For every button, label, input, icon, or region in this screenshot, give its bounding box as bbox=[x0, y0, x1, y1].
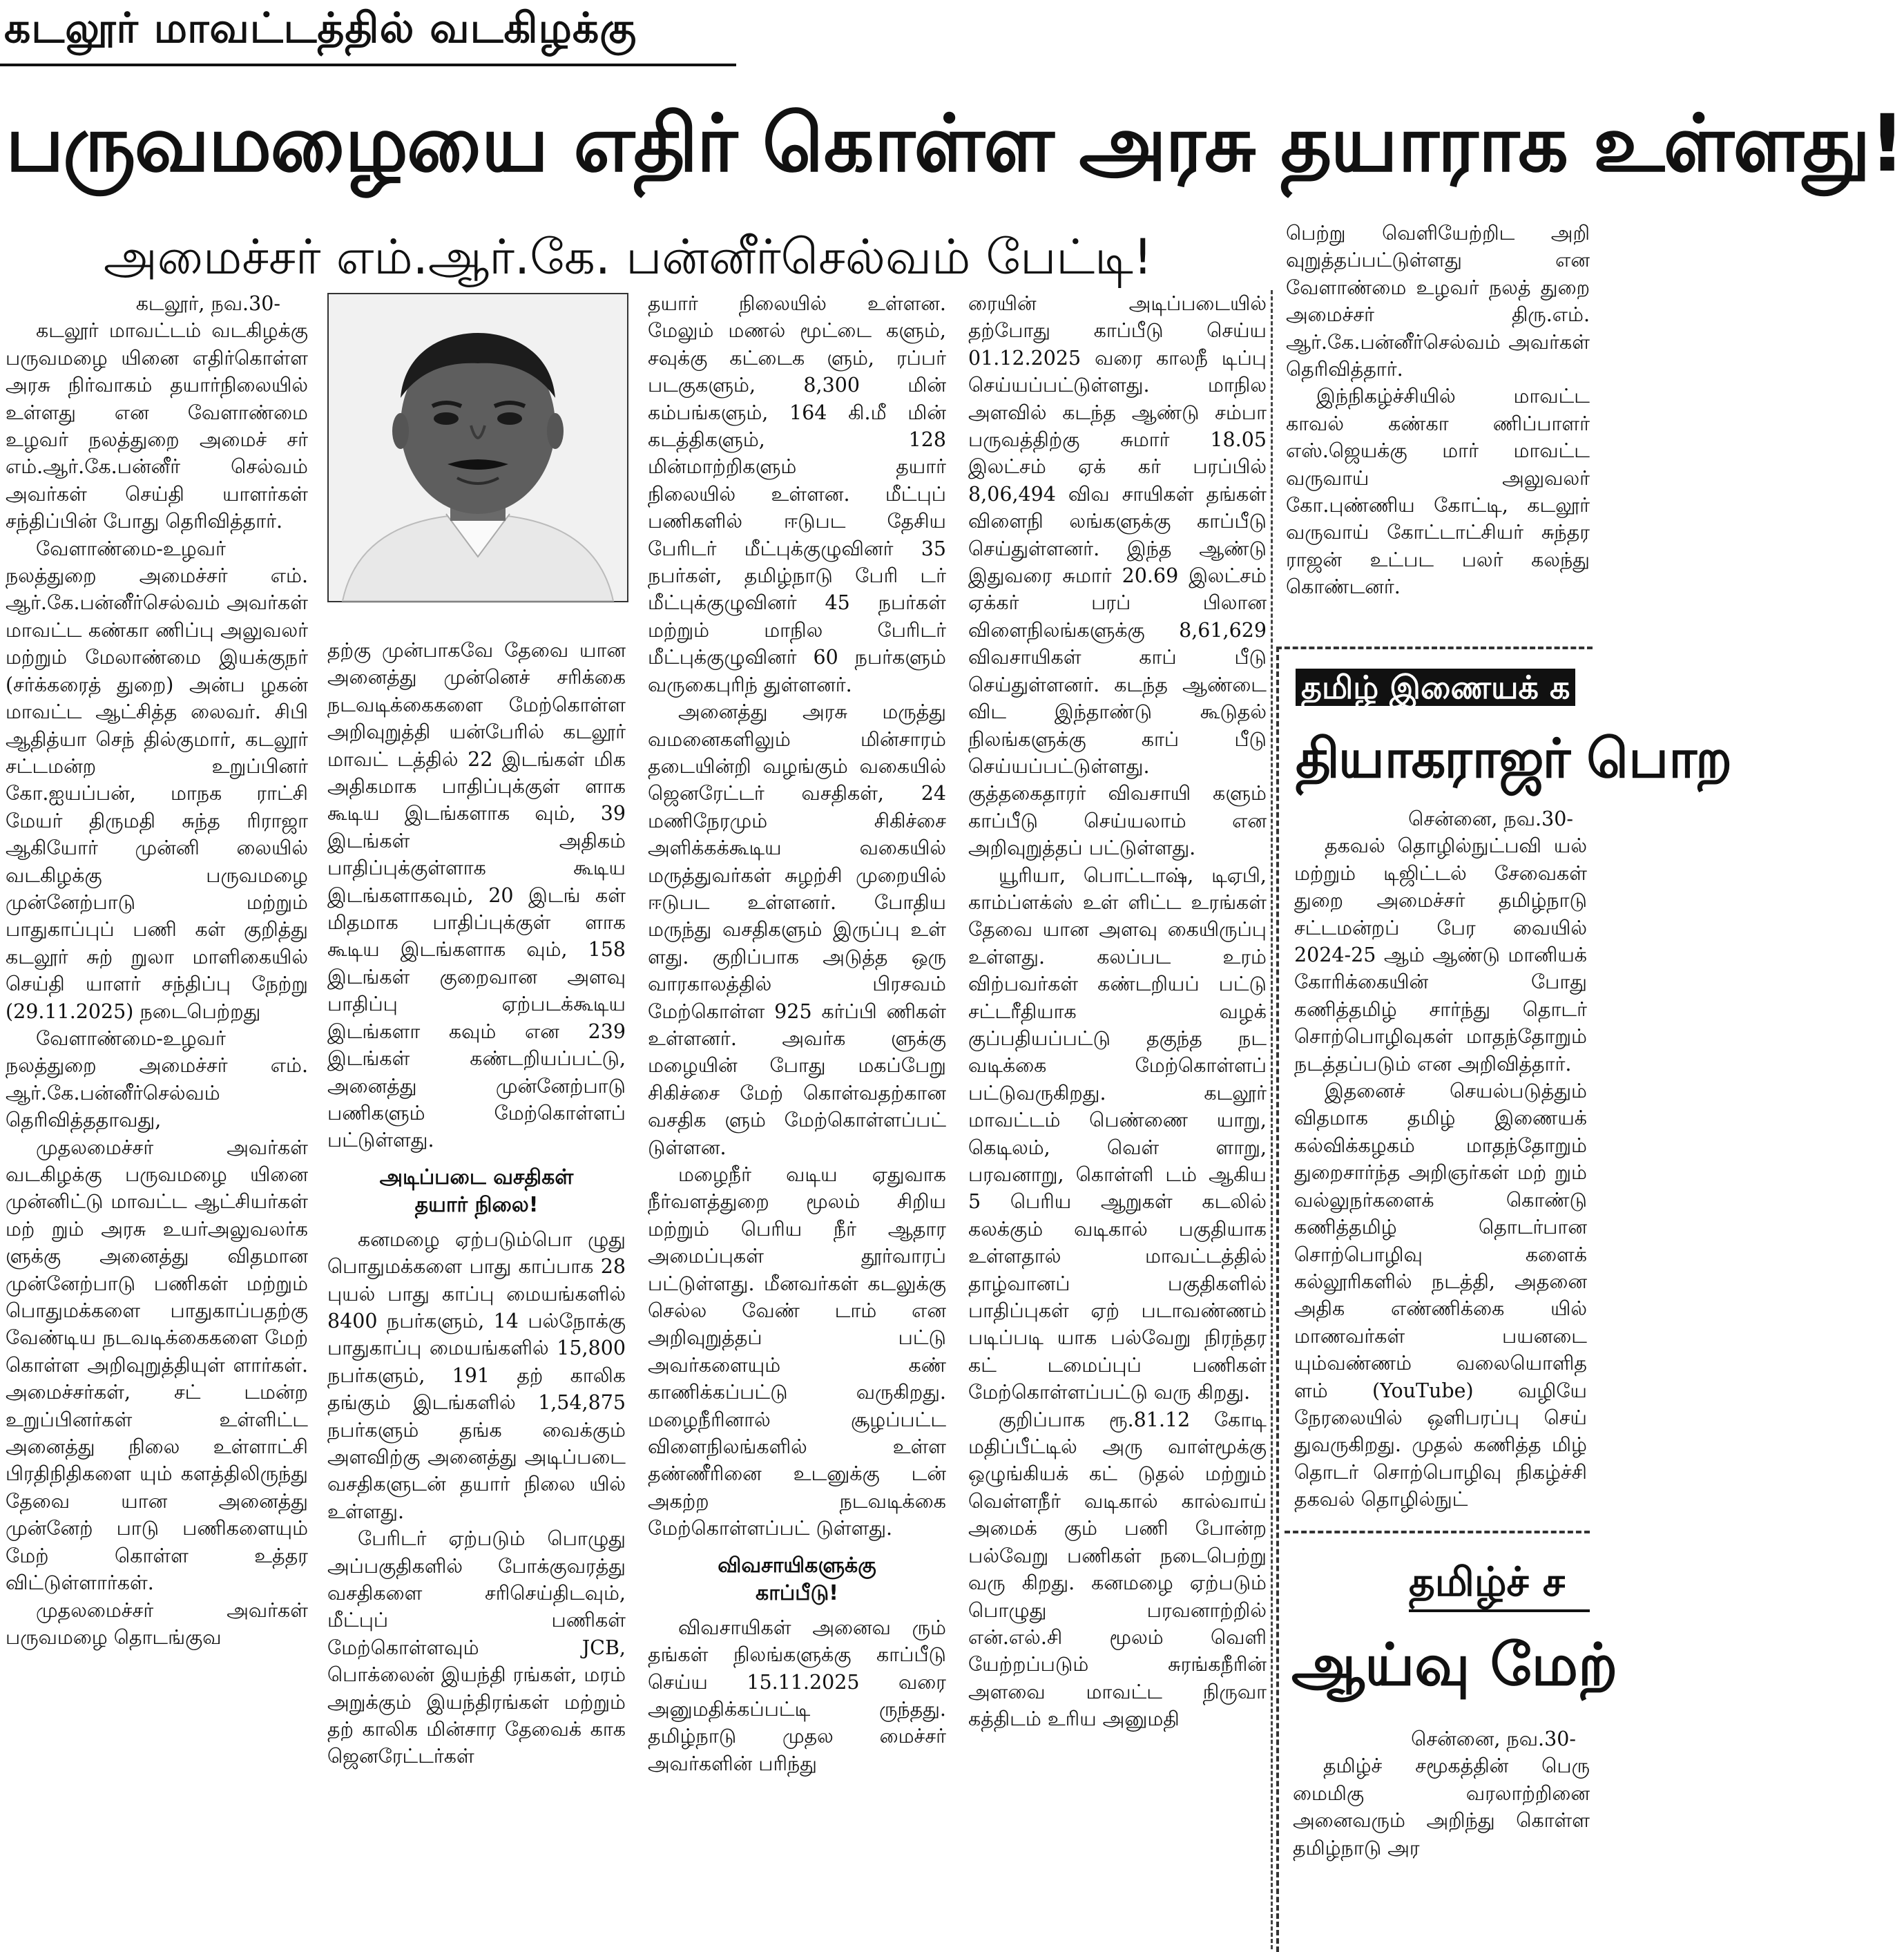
paragraph: பேரிடர் ஏற்படும் பொழுது அப்பகுதிகளில் போக்குவரத்து வசதிகளை சரிசெய்திடவும், மீட்புப் பணிகள் மேற்கொள்ளவும் JCB, பொக்லைன் இயந்தி ரங்கள், மரம் அறுக்கும் இயந்திரங்கள் மற்றும் தற் காலிக மின்சார தேவைக் காக ஜெனரேட்டர்கள் bbox=[327, 1527, 626, 1768]
paragraph: ரையின் அடிப்படையில் தற்போது காப்பீடு செய்ய 01.12.2025 வரை காலநீ டிப்பு செய்யப்பட்டுள்ளது. மாநில அளவில் கடந்த ஆண்டு சம்பா பருவத்திற்கு சுமார் 18.05 இலட்சம் ஏக் கர் பரப்பில் 8,06,494 விவ சாயிகள் தங்கள் விளைநி லங்களுக்கு காப்பீடு செய்துள்ளனர். இந்த ஆண்டு இதுவரை சுமார் 20.69 இலட்சம் ஏக்கர் பரப் பிலான விளைநிலங்களுக்கு 8,61,629 விவசாயிகள் காப் பீடு செய்துள்ளனர். கடந்த ஆண்டை விட இந்தாண்டு கூடுதல் நிலங்களுக்கு காப் பீடு செய்யப்பட்டுள்ளது. குத்தகைதாரர் விவசாயி களும் காப்பீடு செய்யலாம் என அறிவுறுத்தப் பட்டுள்ளது. bbox=[968, 292, 1267, 860]
side-article-text-2 bbox=[1293, 1725, 1590, 1949]
paragraph: தயார் நிலையில் உள்ளன. மேலும் மணல் மூட்டை களும், சவுக்கு கட்டைக ளும், ரப்பர் படகுகளும், 8,300 மின் கம்பங்களும், 164 கி.மீ மின் கடத்திகளும், 128 மின்மாற்றிகளும் தயார் நிலையில் உள்ளன. மீட்புப் பணிகளில் ஈடுபட தேசிய பேரிடர் மீட்புக்குழுவினர் 35 நபர்கள், தமிழ்நாடு பேரி டர் மீட்புக்குழுவினர் 45 நபர்கள் மற்றும் மாநில பேரிடர் மீட்புக்குழுவினர் 60 நபர்களும் வருகைபுரிந் துள்ளனர். bbox=[648, 292, 946, 696]
paragraph: முதலமைச்சர் அவர்கள் வடகிழக்கு பருவமழை யினை முன்னிட்டு மாவட்ட ஆட்சியர்கள் மற் றும் அரசு உயர்அலுவலர்க ளுக்கு அனைத்து விதமான முன்னேற்பாடு பணிகள் மற்றும் பொதுமக்களை பாதுகாப்பதற்கு வேண்டிய நடவடிக்கைகளை மேற் கொள்ள அறிவுறுத்தியுள் ளார்கள். அமைச்சர்கள், சட் டமன்ற உறுப்பினர்கள் உள்ளிட்ட அனைத்து நிலை உள்ளாட்சி பிரதிநிதிகளை யும் களத்திலிருந்து தேவை யான அனைத்து முன்னேற் பாடு பணிகளையும் மேற் கொள்ள உத்தர விட்டுள்ளார்கள். bbox=[6, 1136, 308, 1595]
subtitle-line: விவசாயிகளுக்கு bbox=[718, 1553, 876, 1578]
paragraph: அனைத்து அரசு மருத்து வமனைகளிலும் மின்சாரம் தடையின்றி வழங்கும் வகையில் ஜெனரேட்டர் வசதிகள், 24 மணிநேரமும் சிகிச்சை அளிக்கக்கூடிய வகையில் மருத்துவர்கள் சுழற்சி முறையில் ஈடுபட உள்ளனர். போதிய மருந்து வசதிகளும் இருப்பு உள் ளது. குறிப்பாக அடுத்த ஒரு வாரகாலத்தில் பிரசவம் மேற்கொள்ள 925 கர்ப்பி ணிகள் உள்ளனர். அவர்க ளுக்கு மழையின் போது மகப்பேறு சிகிச்சை மேற் கொள்வதற்கான வசதிக ளும் மேற்கொள்ளப்பட் டுள்ளன. bbox=[648, 700, 946, 1159]
dateline: சென்னை, நவ.30- bbox=[1411, 1728, 1576, 1750]
main-headline: பருவமழையை எதிர் கொள்ள அரசு தயாராக உள்ளது! bbox=[6, 97, 1904, 189]
paragraph: பெற்று வெளியேற்றிட அறி வுறுத்தப்பட்டுள்ளது என வேளாண்மை உழவர் நலத் துறை அமைச்சர் திரு.எம். ஆர்.கே.பன்னீர்செல்வம் அவர்கள் தெரிவித்தார். bbox=[1286, 222, 1590, 381]
side-headline: தியாகராஜர் பொற bbox=[1296, 728, 1731, 790]
paragraph: இதனைச் செயல்படுத்தும் விதமாக தமிழ் இணையக் கல்விக்கழகம் மாதந்தோறும் துறைசார்ந்த அறிஞர்கள் மற் றும் வல்லுநர்களைக் கொண்டு கணித்தமிழ் தொடர்பான சொற்பொழிவு களைக் கல்லூரிகளில் நடத்தி, அதனை அதிக எண்ணிக்கை யில் மாணவர்கள் பயனடை யும்வண்ணம் வலையொளித ளம் (YouTube) வழியே நேரலையில் ஒளிபரப்பு செய் துவருகிறது. முதல் கணித்த மிழ் தொடர் சொற்பொழிவு நிகழ்ச்சி தகவல் தொழில்நுட் bbox=[1294, 1080, 1587, 1511]
paragraph: முதலமைச்சர் அவர்கள் பருவமழை தொடங்குவ bbox=[6, 1598, 308, 1649]
paragraph: இந்நிகழ்ச்சியில் மாவட்ட காவல் கண்கா ணிப்பாளர் எஸ்.ஜெயக்கு மார் மாவட்ட வருவாய் அலுவலர் கோ.புண்ணிய கோட்டி, கடலூர் வருவாய் கோட்டாட்சியர் சுந்தர ராஜன் உட்பட பலர் கலந்து கொண்டனர். bbox=[1286, 385, 1590, 599]
dateline: கடலூர், நவ.30- bbox=[135, 292, 280, 315]
side-headline-2: ஆய்வு மேற் bbox=[1291, 1631, 1618, 1699]
paragraph: கடலூர் மாவட்டம் வடகிழக்கு பருவமழை யினை எதிர்கொள்ள அரசு நிர்வாகம் தயார்நிலையில் உள்ளது என வேளாண்மை உழவர் நலத்துறை அமைச் சர் எம்.ஆர்.கே.பன்னீர் செல்வம் அவர்கள் செய்தி யாளர்கள் சந்திப்பின் போது தெரிவித்தார். bbox=[6, 319, 308, 533]
paragraph: விவசாயிகள் அனைவ ரும் தங்கள் நிலங்களுக்கு காப்பீடு செய்ய 15.11.2025 வரை அனுமதிக்கப்பட்டி ருந்தது. தமிழ்நாடு முதல மைச்சர் அவர்களின் பரிந்து bbox=[648, 1616, 946, 1775]
kicker-headline: கடலூர் மாவட்டத்தில் வடகிழக்கு bbox=[0, 0, 736, 66]
article-column-3 bbox=[648, 290, 946, 1949]
paragraph: வேளாண்மை-உழவர் நலத்துறை அமைச்சர் எம். ஆர்.கே.பன்னீர்செல்வம் தெரிவித்ததாவது, bbox=[6, 1026, 308, 1132]
minister-photo bbox=[327, 293, 628, 602]
side-kicker-2: தமிழ்ச் ச bbox=[1409, 1554, 1590, 1612]
article-column-4 bbox=[968, 290, 1267, 1949]
subtitle-line: அடிப்படை வசதிகள் bbox=[379, 1165, 574, 1189]
portrait-image bbox=[329, 294, 627, 601]
side-article-text bbox=[1294, 805, 1587, 1524]
section-subtitle bbox=[327, 1164, 626, 1219]
side-kicker bbox=[1296, 663, 1593, 711]
side-kicker-text: தமிழ் இணையக் க bbox=[1296, 669, 1575, 706]
paragraph: வேளாண்மை-உழவர் நலத்துறை அமைச்சர் எம். ஆர்.கே.பன்னீர்செல்வம் அவர்கள் மாவட்ட கண்கா ணிப்பு அலுவலர் மற்றும் மேலாண்மை இயக்குநர் (சர்க்கரைத் துறை) அன்ப ழகன் மாவட்ட ஆட்சித்த லைவர். சிபி ஆதித்யா செந் தில்குமார், கடலூர் சட்டமன்ற உறுப்பினர் கோ.ஐயப்பன், மாநக ராட்சி மேயர் திருமதி சுந்த ரிராஜா ஆகியோர் முன்னி லையில் வடகிழக்கு பருவமழை முன்னேற்பாடு மற்றும் பாதுகாப்புப் பணி கள் குறித்து கடலூர் சுற் றுலா மாளிகையில் செய்தி யாளர் சந்திப்பு நேற்று (29.11.2025) நடைபெற்றது bbox=[6, 537, 308, 1023]
sub-headline: அமைச்சர் எம்.ஆர்.கே. பன்னீர்செல்வம் பேட்டி! bbox=[104, 229, 1153, 285]
paragraph: தற்கு முன்பாகவே தேவை யான அனைத்து முன்னெச் சரிக்கை நடவடிக்கைகளை மேற்கொள்ள அறிவுறுத்தி யன்பேரில் கடலூர் மாவட் டத்தில் 22 இடங்கள் மிக அதிகமாக பாதிப்புக்குள் ளாக கூடிய இடங்களாக வும், 39 இடங்கள் அதிகம் பாதிப்புக்குள்ளாக கூடிய இடங்களாகவும், 20 இடங் கள் மிதமாக பாதிப்புக்குள் ளாக கூடிய இடங்களாக வும், 158 இடங்கள் குறைவான அளவு பாதிப்பு ஏற்படக்கூடிய இடங்களா கவும் என 239 இடங்கள் கண்டறியப்பட்டு, அனைத்து முன்னேற்பாடு பணிகளும் மேற்கொள்ளப் பட்டுள்ளது. bbox=[327, 639, 626, 1152]
paragraph: தமிழ்ச் சமூகத்தின் பெரு மைமிகு வரலாற்றினை அனைவரும் அறிந்து கொள்ள தமிழ்நாடு அர bbox=[1293, 1754, 1590, 1859]
column-divider bbox=[1271, 290, 1273, 1949]
dateline: சென்னை, நவ.30- bbox=[1408, 807, 1573, 830]
paragraph: தகவல் தொழில்நுட்பவி யல் மற்றும் டிஜிட்டல் சேவைகள் துறை அமைச்சர் தமிழ்நாடு சட்டமன்றப் பேர வையில் 2024-25 ஆம் ஆண்டு மானியக் கோரிக்கையின் போது கணித்தமிழ் சார்ந்து தொடர் சொற்பொழிவுகள் மாதந்தோறும் நடத்தப்படும் என அறிவித்தார். bbox=[1294, 834, 1587, 1075]
subtitle-line: தயார் நிலை! bbox=[414, 1192, 539, 1217]
section-separator bbox=[1285, 1531, 1590, 1533]
paragraph: மழைநீர் வடிய ஏதுவாக நீர்வளத்துறை மூலம் சிறிய மற்றும் பெரிய நீர் ஆதார அமைப்புகள் தூர்வாரப் பட்டுள்ளது. மீனவர்கள் கடலுக்கு செல்ல வேண் டாம் என அறிவுறுத்தப் பட்டு அவர்களையும் கண் காணிக்கப்பட்டு வருகிறது. மழைநீரினால் சூழப்பட்ட விளைநிலங்களில் உள்ள தண்ணீரினை உடனுக்கு டன் அகற்ற நடவடிக்கை மேற்கொள்ளப்பட் டுள்ளது. bbox=[648, 1163, 946, 1540]
section-subtitle bbox=[648, 1552, 946, 1607]
paragraph: குறிப்பாக ரூ.81.12 கோடி மதிப்பீட்டில் அரு வாள்மூக்கு ஒழுங்கியக் கட் டுதல் மற்றும் வெள்ளநீர் வடிகால் கால்வாய் அமைக் கும் பணி போன்ற பல்வேறு பணிகள் நடைபெற்று வரு கிறது. கனமழை ஏற்படும் பொழுது பரவனாற்றில் என்.எல்.சி மூலம் வெளி யேற்றப்படும் சுரங்கநீரின் அளவை மாவட்ட நிருவா கத்திடம் உரிய அனுமதி bbox=[968, 1408, 1267, 1731]
subtitle-line: காப்பீடு! bbox=[756, 1580, 838, 1605]
article-column-1 bbox=[6, 290, 308, 1949]
paragraph: கனமழை ஏற்படும்பொ ழுது பொதுமக்களை பாது காப்பாக 28 புயல் பாது காப்பு மையங்களில் 8400 நபர்களும், 14 பல்நோக்கு பாதுகாப்பு மையங்களில் 15,800 நபர்களும், 191 தற் காலிக தங்கும் இடங்களில் 1,54,875 நபர்களும் தங்க வைக்கும் அளவிற்கு அனைத்து அடிப்படை வசதிகளுடன் தயார் நிலை யில் உள்ளது. bbox=[327, 1227, 626, 1523]
article-column-5 bbox=[1286, 220, 1590, 638]
article-column-2 bbox=[327, 637, 626, 1949]
paragraph: யூரியா, பொட்டாஷ், டிஏபி, காம்ப்ளக்ஸ் உள் ளிட்ட உரங்கள் தேவை யான அளவு கையிருப்பு உள்ளது. கலப்பட உரம் விற்பவர்கள் கண்டறியப் பட்டு சட்டரீதியாக வழக் குப்பதியப்பட்டு தகுந்த நட வடிக்கை மேற்கொள்ளப் பட்டுவருகிறது. கடலூர் மாவட்டம் பெண்ணை யாறு, கெடிலம், வெள் ளாறு, பரவனாறு, கொள்ளி டம் ஆகிய 5 பெரிய ஆறுகள் கடலில் கலக்கும் வடிகால் பகுதியாக உள்ளதால் மாவட்டத்தில் தாழ்வானப் பகுதிகளில் பாதிப்புகள் ஏற் படாவண்ணம் படிப்படி யாக பல்வேறு நிரந்தர கட் டமைப்புப் பணிகள் மேற்கொள்ளப்பட்டு வரு கிறது. bbox=[968, 863, 1267, 1404]
